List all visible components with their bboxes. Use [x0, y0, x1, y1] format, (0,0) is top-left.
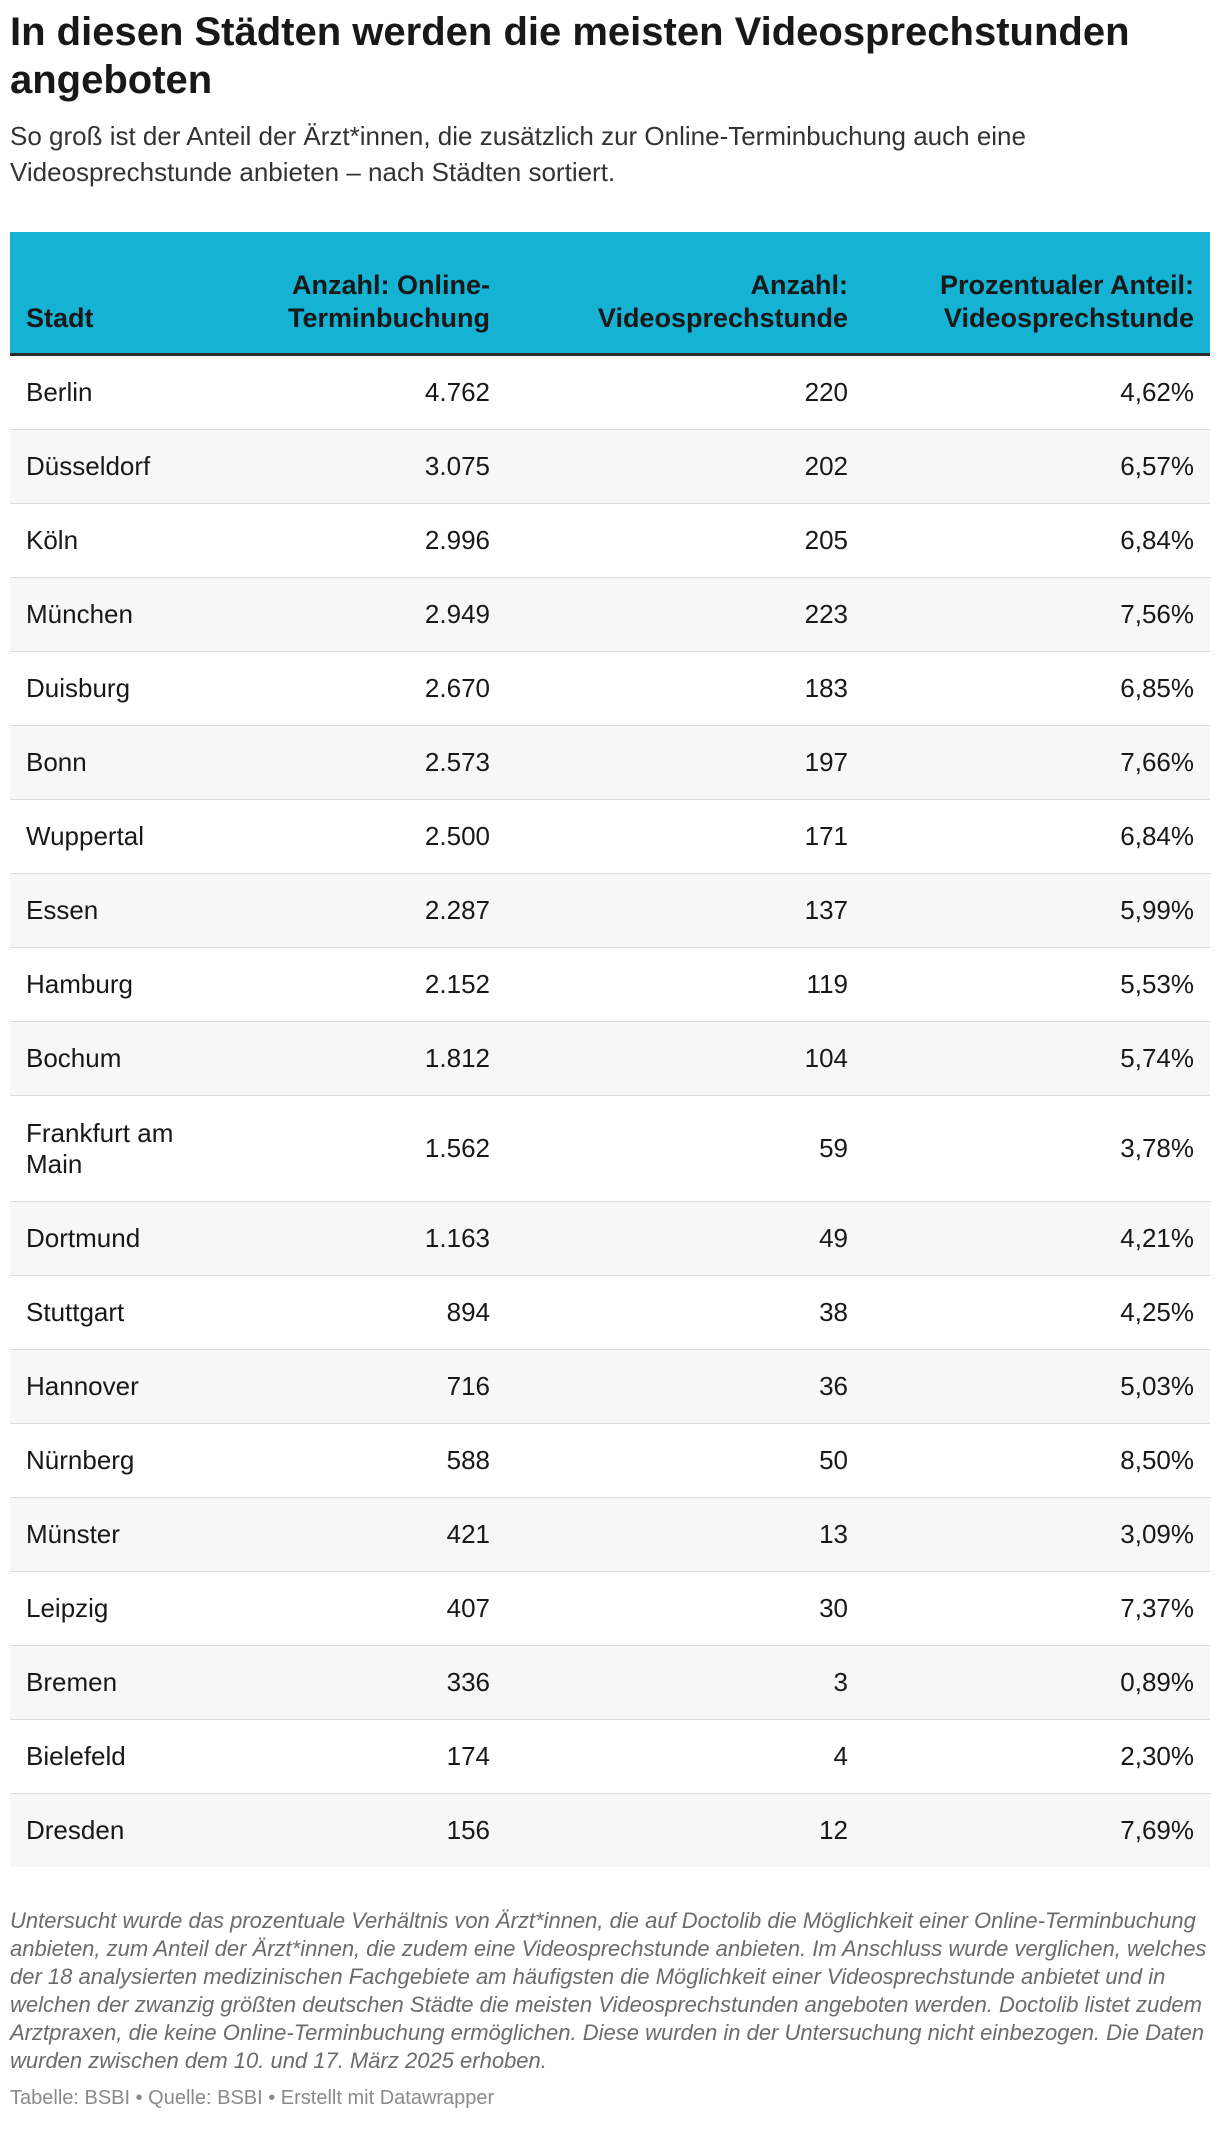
cell-videosprechstunde: 30 [506, 1572, 864, 1646]
cell-videosprechstunde: 50 [506, 1424, 864, 1498]
cell-prozentualer-anteil: 4,62% [864, 355, 1210, 430]
cell-videosprechstunde: 36 [506, 1350, 864, 1424]
method-notes: Untersucht wurde das prozentuale Verhältnis von Ärzt*innen, die auf Doctolib die Möglichkeit einer Online-Terminbuchung anbieten, zum Anteil der Ärzt*innen, die zudem eine Videosprechstunde anbieten. Im Anschluss wurde verglichen, welches der 18 analysierten medizinischen Fachgebiete am häufigsten die Möglichkeit einer Videosprechstunde anbietet und in welchen der zwanzig größten deutschen Städte die meisten Videosprechstunden angeboten werden. Doctolib listet zudem Arztpraxen, die keine Online-Terminbuchung ermöglichen. Diese wurden in der Untersuchung nicht einbezogen. Die Daten wurden zwischen dem 10. und 17. März 2025 erhoben. [10, 1908, 1207, 2073]
cell-stadt: Stuttgart [10, 1276, 190, 1350]
cell-online-terminbuchung: 1.562 [190, 1096, 506, 1202]
cell-online-terminbuchung: 2.152 [190, 948, 506, 1022]
cell-videosprechstunde: 220 [506, 355, 864, 430]
cell-stadt: Leipzig [10, 1572, 190, 1646]
chart-subtitle: So groß ist der Anteil der Ärzt*innen, die zusätzlich zur Online-Terminbuchung auch eine Videosprechstunde anbieten – nach Städten sortiert. [10, 121, 1026, 187]
cell-stadt: Wuppertal [10, 800, 190, 874]
cell-videosprechstunde: 104 [506, 1022, 864, 1096]
cell-prozentualer-anteil: 5,53% [864, 948, 1210, 1022]
cell-stadt: Köln [10, 504, 190, 578]
cell-online-terminbuchung: 1.163 [190, 1202, 506, 1276]
cell-videosprechstunde: 49 [506, 1202, 864, 1276]
cell-videosprechstunde: 223 [506, 578, 864, 652]
cell-videosprechstunde: 202 [506, 430, 864, 504]
cell-online-terminbuchung: 156 [446, 1815, 490, 1845]
cell-online-terminbuchung: 716 [190, 1350, 506, 1424]
table-row [10, 504, 1210, 578]
cell-prozentualer-anteil: 3,09% [864, 1498, 1210, 1572]
cell-videosprechstunde: 13 [506, 1498, 864, 1572]
column-header-stadt[interactable]: Stadt [10, 232, 190, 355]
cell-videosprechstunde: 205 [506, 504, 864, 578]
column-header-prozentualer-anteil[interactable]: Prozentualer Anteil: Videosprechstunde [864, 232, 1210, 355]
cell-online-terminbuchung: 2.949 [190, 578, 506, 652]
cell-online-terminbuchung: 2.573 [190, 726, 506, 800]
cell-prozentualer-anteil: 6,85% [864, 652, 1210, 726]
cell-prozentualer-anteil: 8,50% [864, 1424, 1210, 1498]
table-row [10, 800, 1210, 874]
table-row [10, 1350, 1210, 1424]
cell-online-terminbuchung: 2.996 [190, 504, 506, 578]
table-row [10, 1022, 1210, 1096]
cell-stadt: Hamburg [10, 948, 190, 1022]
cell-videosprechstunde: 183 [506, 652, 864, 726]
cell-videosprechstunde: 3 [506, 1646, 864, 1720]
cell-prozentualer-anteil: 5,99% [864, 874, 1210, 948]
cell-prozentualer-anteil: 4,21% [864, 1202, 1210, 1276]
cell-prozentualer-anteil: 4,25% [864, 1276, 1210, 1350]
cell-stadt: Bonn [10, 726, 190, 800]
cell-videosprechstunde: 59 [506, 1096, 864, 1202]
cell-stadt: Frankfurt am Main [10, 1096, 190, 1202]
cell-online-terminbuchung: 3.075 [190, 430, 506, 504]
cell-prozentualer-anteil: 7,56% [864, 578, 1210, 652]
header-row [10, 232, 1210, 355]
chart-title: In diesen Städten werden die meisten Videosprechstunden angeboten [10, 10, 1130, 102]
table-row [10, 652, 1210, 726]
cell-videosprechstunde: 171 [506, 800, 864, 874]
cell-online-terminbuchung: 4.762 [190, 355, 506, 430]
table-row [10, 355, 1210, 430]
cell-prozentualer-anteil: 7,69% [1120, 1815, 1194, 1845]
cell-online-terminbuchung: 2.670 [190, 652, 506, 726]
table-row [10, 578, 1210, 652]
cell-stadt: Dortmund [10, 1202, 190, 1276]
table-row [10, 1276, 1210, 1350]
datawrapper-table-chart [10, 0, 1210, 2111]
cell-stadt: München [10, 578, 190, 652]
table-body [10, 355, 1210, 1868]
cell-stadt: Nürnberg [10, 1424, 190, 1498]
table-row [10, 1572, 1210, 1646]
cell-online-terminbuchung: 2.287 [190, 874, 506, 948]
table-row [10, 948, 1210, 1022]
cell-online-terminbuchung: 421 [190, 1498, 506, 1572]
source-footer: Tabelle: BSBI • Quelle: BSBI • Erstellt mit Datawrapper [10, 2087, 495, 2109]
cell-online-terminbuchung: 2.500 [190, 800, 506, 874]
cell-videosprechstunde: 197 [506, 726, 864, 800]
cell-stadt: Berlin [10, 355, 190, 430]
cell-online-terminbuchung: 407 [190, 1572, 506, 1646]
cell-videosprechstunde: 12 [819, 1815, 848, 1845]
cell-prozentualer-anteil: 6,57% [864, 430, 1210, 504]
cell-prozentualer-anteil: 6,84% [864, 800, 1210, 874]
cell-prozentualer-anteil: 2,30% [864, 1720, 1210, 1794]
cell-videosprechstunde: 137 [506, 874, 864, 948]
cell-stadt: Bremen [10, 1646, 190, 1720]
cell-prozentualer-anteil: 0,89% [864, 1646, 1210, 1720]
table-row [10, 1096, 1210, 1202]
cell-prozentualer-anteil: 5,74% [864, 1022, 1210, 1096]
column-header-online-terminbuchung[interactable]: Anzahl: Online-Terminbuchung [190, 232, 506, 355]
cell-stadt: Münster [10, 1498, 190, 1572]
cell-online-terminbuchung: 588 [190, 1424, 506, 1498]
column-header-videosprechstunde[interactable]: Anzahl: Videosprechstunde [506, 232, 864, 355]
table-row [10, 1646, 1210, 1720]
table-row [10, 726, 1210, 800]
cell-stadt: Duisburg [10, 652, 190, 726]
cell-online-terminbuchung: 894 [190, 1276, 506, 1350]
table-row [10, 1498, 1210, 1572]
table-row [10, 1202, 1210, 1276]
cell-stadt: Hannover [10, 1350, 190, 1424]
cell-online-terminbuchung: 174 [190, 1720, 506, 1794]
cell-stadt: Dresden [26, 1815, 125, 1845]
cell-prozentualer-anteil: 3,78% [864, 1096, 1210, 1202]
cell-prozentualer-anteil: 6,84% [864, 504, 1210, 578]
data-table [10, 232, 1210, 1867]
cell-videosprechstunde: 38 [506, 1276, 864, 1350]
table-row [10, 1794, 1210, 1868]
cell-online-terminbuchung: 336 [190, 1646, 506, 1720]
table-header [10, 232, 1210, 355]
cell-prozentualer-anteil: 7,66% [864, 726, 1210, 800]
cell-online-terminbuchung: 1.812 [190, 1022, 506, 1096]
table-row [10, 430, 1210, 504]
cell-videosprechstunde: 119 [506, 948, 864, 1022]
cell-stadt: Essen [10, 874, 190, 948]
cell-stadt: Bielefeld [10, 1720, 190, 1794]
cell-prozentualer-anteil: 5,03% [864, 1350, 1210, 1424]
table-row [10, 874, 1210, 948]
cell-videosprechstunde: 4 [506, 1720, 864, 1794]
table-row [10, 1720, 1210, 1794]
table-row [10, 1424, 1210, 1498]
cell-stadt: Düsseldorf [10, 430, 190, 504]
cell-prozentualer-anteil: 7,37% [864, 1572, 1210, 1646]
cell-stadt: Bochum [10, 1022, 190, 1096]
